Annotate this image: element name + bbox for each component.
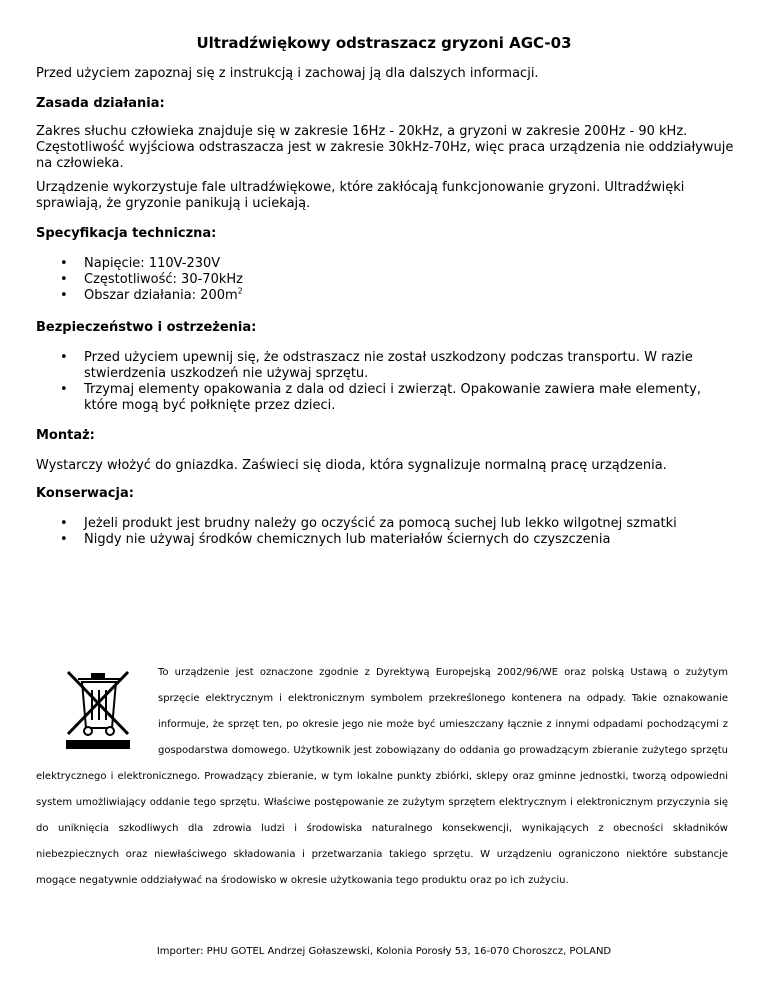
safety-heading: Bezpieczeństwo i ostrzeżenia: [36,320,257,335]
principle-paragraph-2: Urządzenie wykorzystuje fale ultradźwiękowe, które zakłócają funkcjonowanie gryzoni. Ultradźwięki sprawiają, że gryzonie panikują i uciekają. [36,180,685,211]
principle-heading: Zasada działania: [36,96,165,111]
list-item: • Przed użyciem upewnij się, że odstraszacz nie został uszkodzony podczas transportu. W razie stwierdzenia uszkodzeń nie używaj sprzętu. [36,350,726,382]
document-title: Ultradźwiękowy odstraszacz gryzoni AGC-03 [196,34,572,52]
crossed-out-wheeled-bin-icon [62,668,134,752]
list-item: • Częstotliwość: 30-70kHz [36,272,726,288]
weee-notice: To urządzenie jest oznaczone zgodnie z Dyrektywą Europejską 2002/96/WE oraz polską Ustawą o zużytym sprzęcie elektrycznym i elektronicznym symbolem przekreślonego kontenera na odpady. Takie oznakowanie informuje, że sprzęt ten, po okresie jego nie może być umieszczany łącznie z innymi odpadami pochodzącymi z gospodarstwa domowego. Użytkownik jest zobowiązany do oddania go prowadzącym zbieranie zużytego sprzętu elektrycznego i elektronicznego. Prowadzący zbieranie, w tym lokalne punkty zbiórki, sklepy oraz gminne jednostki, tworzą odpowiedni system umożliwiający oddanie tego sprzętu. Właściwe postępowanie ze zużytym sprzętem elektrycznym i elektronicznym przyczynia się do uniknięcia szkodliwych dla zdrowia ludzi i środowiska naturalnego konsekwencji, wynikających z obecności składników niebezpiecznych oraz niewłaściwego składowania i przetwarzania takiego sprzętu. W urządzeniu ograniczono niektóre substancje mogące negatywnie oddziaływać na środowisko w okresie użytkowania tego produktu oraz po ich zużyciu. [36,667,728,886]
list-item: • Trzymaj elementy opakowania z dala od dzieci i zwierząt. Opakowanie zawiera małe elementy, które mogą być połknięte przez dzieci. [36,382,726,414]
list-item: • Obszar działania: $200m^2$ [36,288,726,304]
mounting-heading: Montaż: [36,428,95,443]
list-item: • Nigdy nie używaj środków chemicznych lub materiałów ściernych do czyszczenia [36,532,726,548]
specs-list [36,256,726,304]
intro-text: Przed użyciem zapoznaj się z instrukcją i zachowaj ją dla dalszych informacji. [36,66,539,81]
mounting-text: Wystarczy włożyć do gniazdka. Zaświeci się dioda, która sygnalizuje normalną pracę urządzenia. [36,458,667,473]
list-item: • Jeżeli produkt jest brudny należy go oczyścić za pomocą suchej lub lekko wilgotnej szmatki [36,516,726,532]
list-item: • Napięcie: 110V-230V [36,256,726,272]
safety-list [36,350,726,414]
maintenance-heading: Konserwacja: [36,486,134,501]
maintenance-list [36,516,726,548]
area-superscript: 2 [237,286,243,296]
specs-heading: Specyfikacja techniczna: [36,226,217,241]
principle-paragraph-1: Zakres słuchu człowieka znajduje się w zakresie 16Hz - 20kHz, a gryzoni w zakresie 200Hz - 90 kHz. Częstotliwość wyjściowa odstraszacza jest w zakresie 30kHz-70Hz, więc praca urządzenia nie oddziaływuje na człowieka. [36,124,734,171]
importer-footer: Importer: PHU GOTEL Andrzej Gołaszewski, Kolonia Porosły 53, 16-070 Choroszcz, POLAND [156,946,612,957]
